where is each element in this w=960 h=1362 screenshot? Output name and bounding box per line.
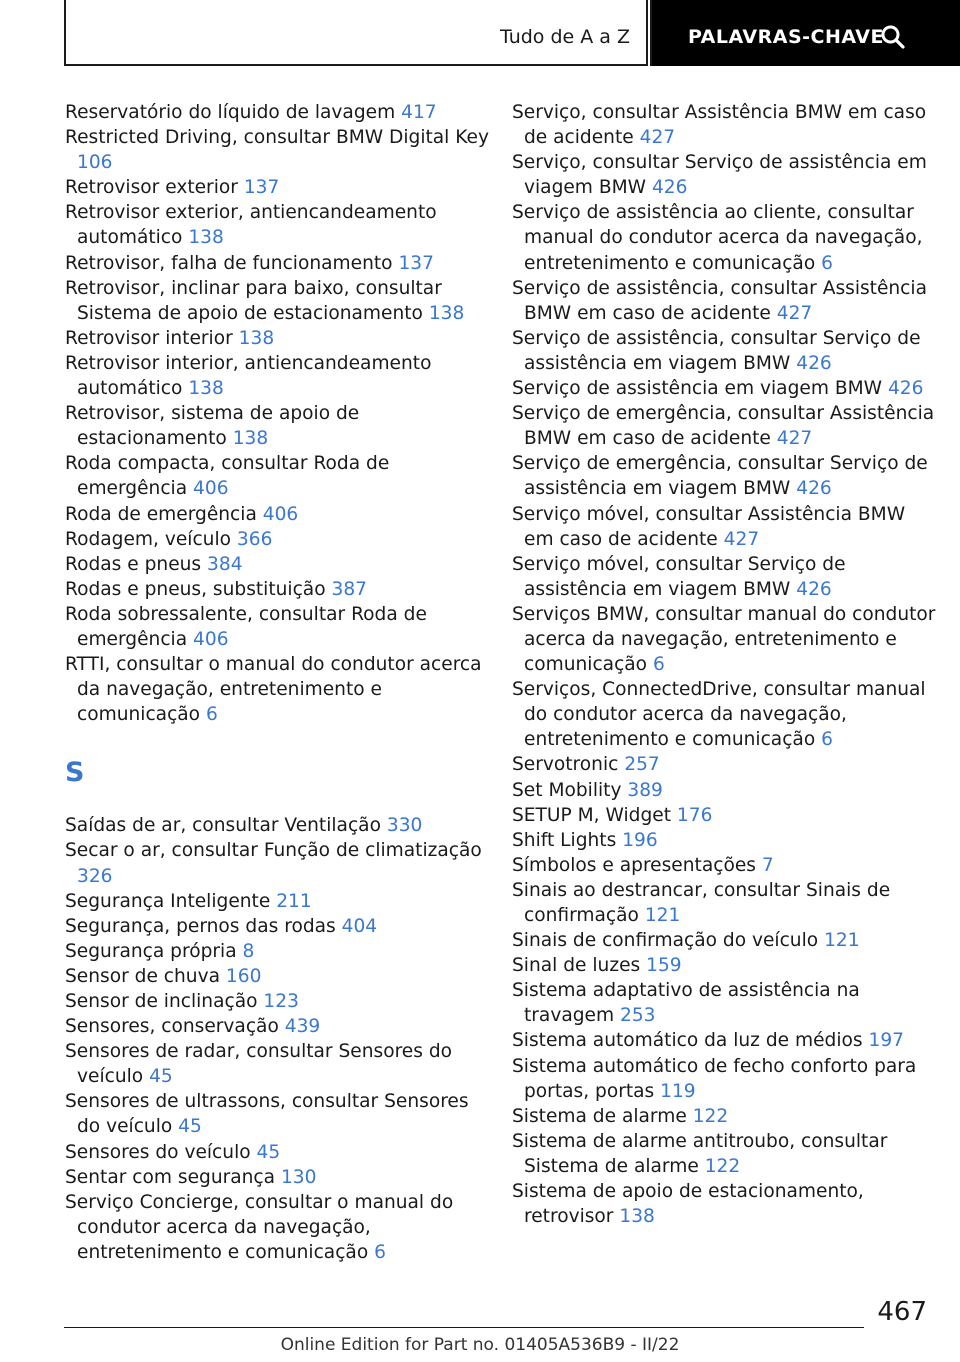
index-entry [65,100,490,125]
index-entry [65,251,490,276]
index-page-link[interactable]: 6 [374,1241,386,1263]
index-entry-text: Sensores do veículo [65,1141,251,1163]
index-entry [512,878,937,928]
footer-edition: Online Edition for Part no. 01405A536B9 - II/22 [280,1335,680,1355]
index-list-r [65,100,490,727]
index-page-link[interactable]: 426 [796,352,832,374]
index-entry-text: Serviço móvel, consultar Assistência BMW em caso de acidente [512,503,906,550]
index-page-link[interactable]: 7 [761,854,774,876]
index-entry-text: Servotronic [512,754,619,776]
index-page-link[interactable]: 138 [188,378,224,400]
index-entry-text: Rodas e pneus, substituição [65,578,326,600]
index-entry [65,1039,490,1089]
search-icon[interactable] [880,24,906,50]
index-page-link[interactable]: 122 [704,1155,741,1177]
index-page-link[interactable]: 138 [232,428,269,450]
index-entry-text: Sinais de confirmação do veículo [512,930,819,952]
index-entry-text: Serviço de assistência, consultar Assistência BMW em caso de acidente [512,277,927,324]
index-entry [65,401,490,451]
index-entry [512,803,937,828]
index-entry [65,125,490,175]
index-page-link[interactable]: 6 [205,704,218,726]
index-entry-text: Reservatório do líquido de lavagem [65,102,396,123]
index-entry [65,813,490,838]
index-entry [512,978,937,1028]
index-entry [512,276,937,326]
index-entry [512,200,937,275]
index-entry [65,351,490,401]
index-entry-text: Sistema de alarme antitroubo, consultar Sistema de alarme [512,1130,888,1177]
index-page-link[interactable]: 426 [887,378,924,400]
index-entry-text: Sensores de ultrassons, consultar Sensores do veículo [65,1091,469,1138]
index-entry [65,200,490,250]
index-entry-text: Sistema automático da luz de médios [512,1030,863,1052]
index-entry [512,100,937,150]
index-entry [512,853,937,878]
index-entry [65,326,490,351]
index-entry-text: Serviço de assistência ao cliente, consultar manual do condutor acerca da navegação, entretenimento e comunicação [512,202,923,274]
index-entry-text: Retrovisor interior [65,327,233,349]
index-entry [512,451,937,501]
index-page-link[interactable]: 211 [276,890,312,912]
page-number: 467 [877,1297,927,1327]
index-entry-text: Retrovisor, inclinar para baixo, consultar Sistema de apoio de estacionamento [65,277,442,324]
index-page-link[interactable]: 138 [188,227,224,249]
index-entry [65,175,490,200]
index-entry-text: Roda sobressalente, consultar Roda de emergência [65,603,427,650]
index-entry-text: Sensores de radar, consultar Sensores do veículo [65,1041,453,1088]
index-list-s [65,813,490,1265]
index-page-link[interactable]: 366 [236,528,273,550]
index-entry-text: Sistema adaptativo de assistência na travagem [512,980,860,1027]
index-entry [65,1190,490,1265]
index-entry-text: Sistema automático de fecho conforto para portas, portas [512,1055,917,1102]
index-page-link[interactable]: 426 [651,177,688,199]
index-page-link[interactable]: 404 [341,915,378,937]
index-page-link[interactable]: 427 [776,302,813,324]
index-entry-text: Segurança própria [65,940,237,962]
index-entry-text: Serviço de emergência, consultar Assistência BMW em caso de acidente [512,403,935,450]
index-page-link[interactable]: 326 [77,865,113,887]
index-entry-text: Retrovisor, sistema de apoio de estacionamento [65,403,360,450]
index-entry [65,276,490,326]
index-entry-text: Serviço Concierge, consultar o manual do condutor acerca da navegação, entretenimento e comunicação [65,1191,454,1263]
index-page-link[interactable]: 176 [676,804,713,826]
index-entry-text: Rodagem, veículo [65,528,231,550]
index-entry [512,1054,937,1104]
index-page-link[interactable]: 389 [627,779,663,801]
index-entry [65,1140,490,1165]
index-entry-text: Roda de emergência [65,503,257,525]
index-entry [65,914,490,939]
index-entry-text: Sensores, conservação [65,1016,279,1038]
index-entry [65,1089,490,1139]
index-entry [512,953,937,978]
index-entry [65,964,490,989]
tab-a-to-z[interactable]: Tudo de A a Z [499,26,630,48]
index-entry [512,677,937,752]
index-entry [65,889,490,914]
index-entry [65,577,490,602]
index-entry-text: Sensor de chuva [65,965,220,987]
section-letter: S [65,757,85,789]
index-page-link[interactable]: 45 [149,1066,173,1088]
index-page-link[interactable]: 330 [386,815,423,837]
index-entry [65,552,490,577]
index-page-link[interactable]: 427 [776,428,813,450]
index-entry-text: Roda compacta, consultar Roda de emergência [65,453,390,500]
index-entry-text: Serviços, ConnectedDrive, consultar manual do condutor acerca da navegação, entretenimento e comunicação [512,679,926,751]
index-column-left [65,100,490,1265]
index-entry [65,939,490,964]
index-entry-text: Serviço de assistência, consultar Serviço de assistência em viagem BMW [512,327,921,374]
index-entry [65,989,490,1014]
index-page-link[interactable]: 196 [622,829,658,851]
index-page-link[interactable]: 138 [428,302,465,324]
index-page-link[interactable]: 121 [644,905,681,926]
index-entry [65,838,490,888]
index-entry-text: Sistema de alarme [512,1105,687,1127]
index-entry [512,401,937,451]
index-entry-text: Serviços BMW, consultar manual do condutor acerca da navegação, entretenimento e comunicação [512,603,936,676]
index-entry [65,451,490,501]
index-entry [512,928,937,953]
index-entry-text: Serviço móvel, consultar Serviço de assistência em viagem BMW [512,553,846,600]
index-entry [512,376,937,401]
index-page-link[interactable]: 6 [821,729,833,751]
index-page-link[interactable]: 406 [193,628,229,650]
index-page-link[interactable]: 130 [280,1166,317,1188]
index-page-link[interactable]: 257 [624,754,660,776]
index-entry-text: Símbolos e apresentações [512,854,756,876]
index-page-link[interactable]: 6 [652,654,665,676]
index-entry [512,150,937,200]
index-entry-text: Retrovisor exterior, antiencandeamento automático [65,202,437,249]
index-page-link[interactable]: 138 [238,327,275,349]
index-page-link[interactable]: 160 [225,965,262,987]
index-entry-text: Retrovisor, falha de funcionamento [65,252,393,274]
index-entry-text: Sensor de inclinação [65,991,258,1012]
index-entry [512,1104,937,1129]
index-page-link[interactable]: 439 [284,1016,321,1038]
index-entry [512,778,937,803]
footer-divider [64,1327,864,1328]
index-page-link[interactable]: 159 [646,955,682,977]
index-entry-text: Sinais ao destrancar, consultar Sinais de confirmação [512,879,891,926]
index-page-link[interactable]: 137 [398,252,434,274]
index-entry [65,1014,490,1039]
index-entry-text: Serviço de emergência, consultar Serviço de assistência em viagem BMW [512,453,928,500]
index-entry [512,1028,937,1053]
index-page-link[interactable]: 106 [77,152,113,174]
header-bar [64,0,960,66]
index-page-link[interactable]: 6 [821,252,833,274]
index-entry-text: Serviço de assistência em viagem BMW [512,378,883,400]
index-entry-text: Serviço, consultar Assistência BMW em caso de acidente [512,102,927,149]
tab-keywords-label: PALAVRAS-CHAVE [688,26,884,48]
index-entry [512,552,937,602]
index-entry-text: Saídas de ar, consultar Ventilação [65,815,381,837]
tab-keywords[interactable] [650,0,960,66]
index-page-link[interactable]: 137 [243,177,280,199]
index-entry [512,1179,937,1229]
index-entry-text: Segurança Inteligente [65,890,271,912]
index-entry-text: Retrovisor interior, antiencandeamento automático [65,352,432,400]
index-page-link[interactable]: 417 [401,102,437,123]
index-entry [512,502,937,552]
index-entry-text: Serviço, consultar Serviço de assistência em viagem BMW [512,152,927,199]
index-entry-text: Set Mobility [512,779,622,801]
index-entry-text: Shift Lights [512,829,617,851]
index-entry [512,602,937,677]
index-page-link[interactable]: 406 [262,503,299,525]
index-entry [512,1129,937,1179]
index-entry-text: Secar o ar, consultar Função de climatização [65,840,482,862]
index-page-link[interactable]: 427 [723,528,760,550]
index-page-link[interactable]: 8 [242,940,255,962]
index-entry-text: Segurança, pernos das rodas [65,915,336,937]
index-page-link[interactable]: 406 [193,478,229,500]
index-entry [65,502,490,527]
index-page-link[interactable]: 427 [639,127,676,149]
index-page-link[interactable]: 119 [660,1080,696,1102]
index-page-link[interactable]: 197 [868,1030,905,1052]
index-entry [65,602,490,652]
index-entry [512,752,937,777]
index-list-s-continued [512,100,937,1229]
index-page-link[interactable]: 387 [331,578,367,600]
index-entry [65,652,490,727]
index-page-link[interactable]: 384 [207,553,243,575]
index-entry-text: RTTI, consultar o manual do condutor acerca da navegação, entretenimento e comunicação [65,654,482,726]
index-entry [65,1165,490,1190]
index-entry-text: Sinal de luzes [512,955,641,977]
index-entry [512,326,937,376]
index-page-link[interactable]: 253 [620,1005,656,1027]
index-entry-text: Sistema de apoio de estacionamento, retrovisor [512,1181,864,1228]
index-column-right [512,100,937,1229]
index-page-link[interactable]: 138 [619,1206,655,1228]
index-page-link[interactable]: 45 [178,1116,202,1138]
index-page-link[interactable]: 121 [824,930,860,952]
index-entry-text: SETUP M, Widget [512,804,671,826]
index-entry-text: Restricted Driving, consultar BMW Digital Key [65,127,489,149]
index-entry-text: Retrovisor exterior [65,177,238,199]
index-page-link[interactable]: 426 [796,478,832,500]
index-entry [512,828,937,853]
index-entry-text: Sentar com segurança [65,1166,276,1188]
index-entry [65,527,490,552]
index-page-link[interactable]: 426 [796,578,832,600]
index-page-link[interactable]: 122 [692,1105,729,1127]
index-entry-text: Rodas e pneus [65,553,202,575]
index-page-link[interactable]: 45 [256,1141,281,1163]
index-page-link[interactable]: 123 [263,991,299,1012]
